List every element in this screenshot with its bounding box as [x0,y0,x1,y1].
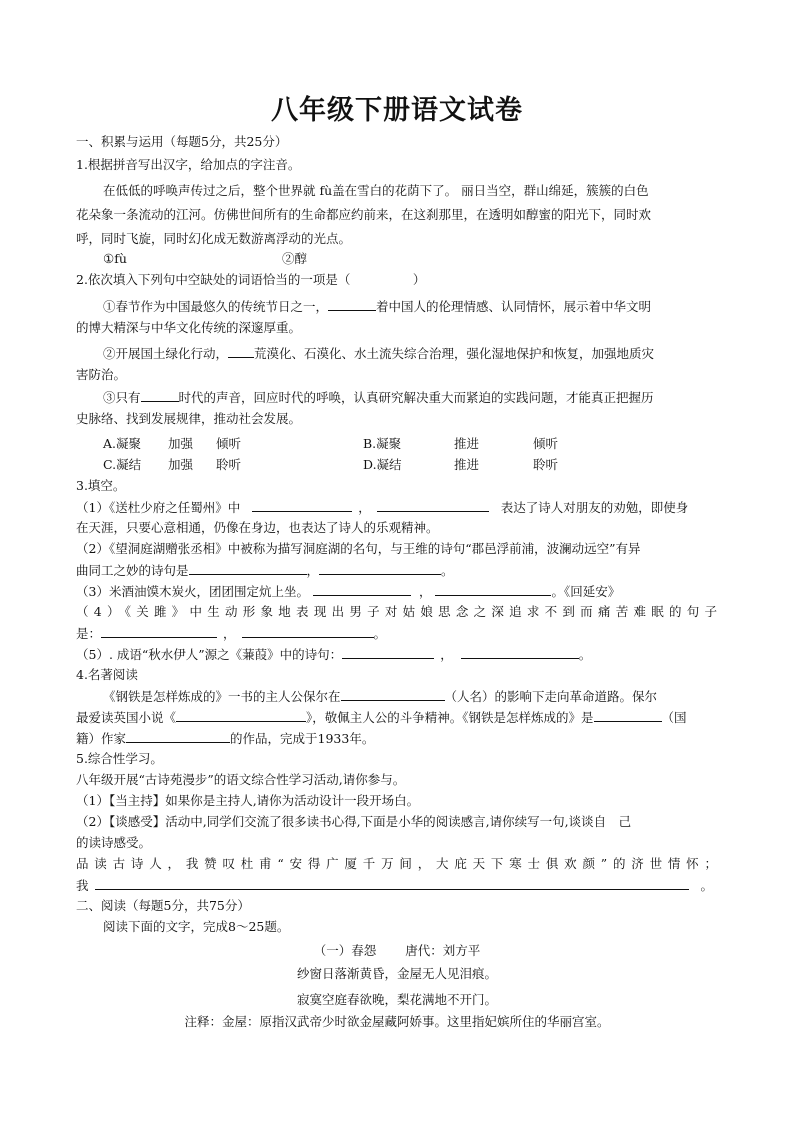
answer-blank[interactable] [126,730,230,743]
answer-blank[interactable] [328,298,376,311]
q1-paragraph-line3: 呼，同时飞旋，同时幻化成无数游离浮动的光点。 [76,231,352,246]
answer-blank[interactable] [252,499,352,512]
answer-blank[interactable] [313,583,411,596]
answer-blank[interactable] [189,562,307,575]
q1-option-2: ②醇 [282,251,308,266]
q5-continue-line: 我 。 [76,878,714,893]
q2-sentence3-line2: 史脉络、找到发展规律，推动社会发展。 [76,411,302,426]
q2-option-c[interactable]: C.凝结 加强 聆听 [103,457,242,472]
q1-option-1: ①fù [103,251,127,266]
answer-blank[interactable] [377,499,489,512]
page-title: 八年级下册语文试卷 [271,95,523,126]
q5-part2-line2: 的读诗感受。 [76,835,152,850]
q3-item2-line2: 曲同工之妙的诗句是 ， 。 [76,563,454,578]
answer-blank[interactable] [176,709,306,722]
answer-blank[interactable] [95,877,689,890]
answer-blank[interactable] [342,646,434,659]
q2-option-b[interactable]: B.凝聚 推进 倾听 [363,436,559,451]
q3-item1-line2: 在天涯，只要心意相通，仍像在身边，也表达了诗人的乐观精神。 [76,520,439,535]
q4-line1: 《钢铁是怎样炼成的》一书的主人公保尔在 （人名）的影响下走向革命道路。保尔 [103,689,658,704]
answer-blank[interactable] [435,583,551,596]
section1-heading: 一、积累与运用（每题5分，共25分） [76,134,288,149]
q3-item5: （5）. 成语“秋水伊人”源之《蒹葭》中的诗句： ， 。 [76,647,592,662]
answer-blank[interactable] [341,688,445,701]
q2-option-d[interactable]: D.凝结 推进 聆听 [363,457,559,472]
q5-part2-line1: （2）【谈感受】活动中,同学们交流了很多读书心得,下面是小华的阅读感言,请你续写一句,谈谈自 己 [76,814,632,829]
answer-blank[interactable] [242,625,374,638]
q2-sentence1-line1: ①春节作为中国最悠久的传统节日之一， 着中国人的伦理情感、认同情怀，展示着中华文明 [103,299,652,314]
answer-blank[interactable] [228,345,254,358]
q2-sentence2-line2: 害防治。 [76,367,127,382]
q2-sentence2-line1: ②开展国土绿化行动， 荒漠化、石漠化、水土流失综合治理，强化湿地保护和恢复，加强地质灾 [103,346,655,361]
poem-note: 注释：金屋：原指汉武帝少时欲金屋藏阿娇事。这里指妃嫔所住的华丽宫室。 [184,1014,610,1029]
answer-blank[interactable] [101,625,217,638]
q3-item4-line2: 是： ， 。 [76,626,387,641]
section2-heading: 二、阅读（每题5分，共75分） [76,898,250,913]
q2-option-a[interactable]: A.凝聚 加强 倾听 [103,436,242,451]
q2-stem: 2.依次填入下列句中空缺处的词语恰当的一项是（ ） [76,272,426,287]
section2-intro: 阅读下面的文字，完成8～25题。 [103,919,290,934]
poem-line2: 寂寞空庭春欲晚，梨花满地不开门。 [296,992,497,1007]
q4-line3: 籍）作家 的作品，完成于1933年。 [76,731,375,746]
answer-blank[interactable] [141,389,179,402]
q1-paragraph-line2: 花朵象一条流动的江河。仿佛世间所有的生命都应约前来，在这刹那里，在透明如醇蜜的阳光下，同时欢 [76,207,652,222]
q2-sentence3-line1: ③只有 时代的声音，回应时代的呼唤，认真研究解决重大而紧迫的实践问题，才能真正把握历 [103,390,654,405]
q1-stem: 1.根据拼音写出汉字，给加点的字注音。 [76,157,301,172]
q3-item3: （3）米酒油馍木炭火，团团围定炕上坐。 ， 。《回延安》 [76,584,621,599]
q3-item4-line1: （4）《关雎》中生动形象地表现出男子对姑娘思念之深追求不到而痛苦难眠的句子 [76,604,717,619]
poem-title: （一）春怨 唐代：刘方平 [313,943,481,958]
q3-item2-line1: （2）《望洞庭湖赠张丞相》中被称为描写洞庭湖的名句，与王维的诗句“郡邑浮前浦，波澜动远空”有异 [76,541,641,556]
answer-blank[interactable] [461,646,579,659]
q5-reading-quote: 品读古诗人，我赞叹杜甫“安得广厦千万间，大庇天下寒士俱欢颜”的济世情怀； [76,856,717,871]
q4-line2: 最爱读英国小说《 》，敬佩主人公的斗争精神。《钢铁是怎样炼成的》是 （国 [76,710,687,725]
q5-part1: （1）【当主持】如果你是主持人,请你为活动设计一段开场白。 [76,793,420,808]
q4-stem: 4.名著阅读 [76,667,138,682]
q3-stem: 3.填空。 [76,478,126,493]
q3-item1-line1: （1）《送杜少府之任蜀州》中 ， 表达了诗人对朋友的劝勉，即使身 [76,500,689,515]
answer-blank[interactable] [594,709,662,722]
q5-stem: 5.综合性学习。 [76,751,163,766]
q2-sentence1-line2: 的博大精深与中华文化传统的深邃厚重。 [76,320,302,335]
poem-line1: 纱窗日落渐黄昏，金屋无人见泪痕。 [296,966,497,981]
q1-paragraph-line1: 在低低的呼唤声传过之后，整个世界就 fù盖在雪白的花荫下了。 丽日当空，群山绵延，簇簇的白色 [103,183,649,198]
q5-intro: 八年级开展“古诗苑漫步”的语文综合性学习活动,请你参与。 [76,772,406,787]
answer-blank[interactable] [319,562,441,575]
